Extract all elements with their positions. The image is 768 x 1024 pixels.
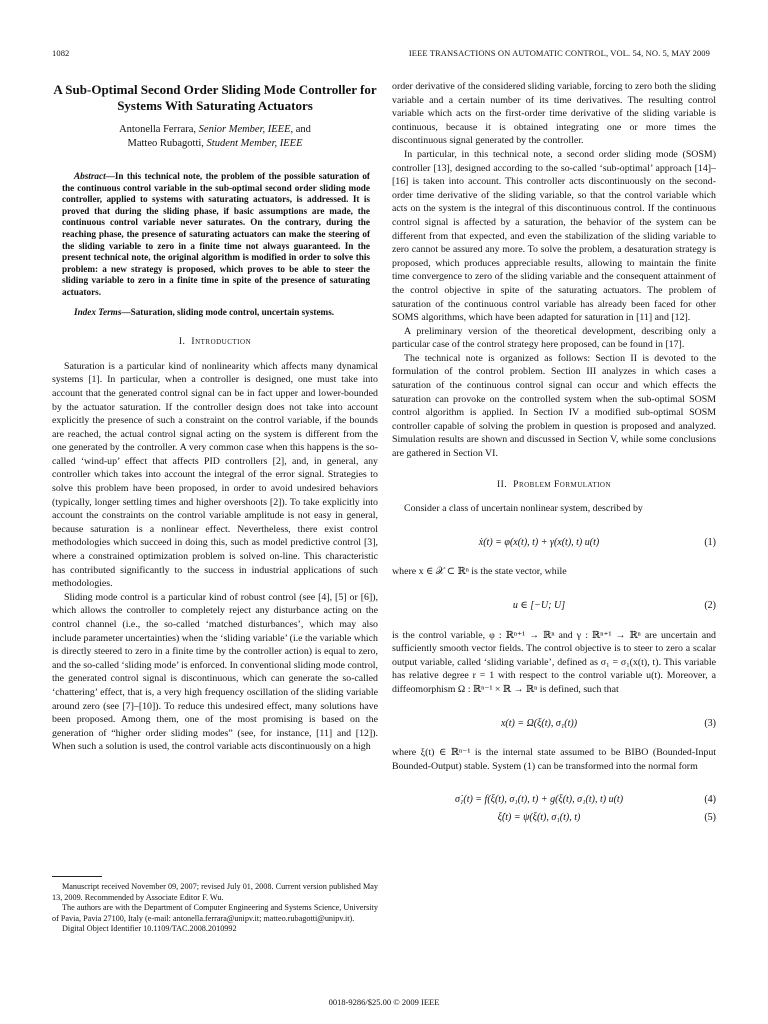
paragraph: order derivative of the considered sliding variable, forcing to zero both the sliding variable and a certain number of its time derivatives. The resulting control variable which acts on the first-order time derivative of the sliding variable is continuous, because it is obtained integrating one or more times the discontinuous signal generated by the controller. [392,81,716,147]
equation-number: (3) [704,717,716,729]
paragraph: where ξ(t) ∈ ℝⁿ⁻¹ is the internal state assumed to be BIBO (Bounded-Input Bounded-Output) stable. System (1) can be transformed into the normal form [392,747,716,772]
paragraph: where x ∈ 𝒳 ⊂ ℝⁿ is the state vector, while [392,566,567,578]
section-title: Introduction [191,337,252,348]
right-column [392,80,716,825]
equation [392,599,716,613]
section-number: II. [496,479,508,490]
equation-number: (2) [704,600,716,611]
paragraph: Saturation is a particular kind of nonlinearity which affects many dynamical systems [1]. In particular, when a controller is designed, one must take into account that the generated control signal can be in fact upper and lower-bounded by the actuator saturation. If the controller design does not take into account explicitly the presence of such a constraint on the control variable, if the bounds are reached, the actual control signal acting on the system is different from the one generated by the controller. A very common case when this happens is the so-called ‘wind-up’ effect that affects PID controllers [2], and, in general, any controller which takes into account the integral of the error signal. Strategies to solve this problem have been proposed, in order to avoid undesired behaviors (typically, longer settling times and higher overshoots [2]). To take explicitly into account the constraints on the control variable amplitude is not easy in general, because saturation is a nonlinear effect. Nevertheless, there exist control methodologies which succeed in doing this, such as model predictive control [3], where a constrained optimization problem is solved on-line. This characteristic has contributed significantly to the success in industrial applications of such methodologies. [52,360,378,590]
section-title: Problem Formulation [513,479,612,490]
equation-expression: ξ̇(t) = ψ(ξ(t), σ₁(t), t) [497,811,581,823]
paragraph: A preliminary version of the theoretical development, describing only a particular case of the control strategy here proposed, can be found in [17]. [392,325,716,351]
author-role: Student Member, IEEE [206,138,303,149]
paper-title: A Sub-Optimal Second Order Sliding Mode Controller for Systems With Saturating Actuators [53,82,377,113]
index-terms-text: —Saturation, sliding mode control, uncertain systems. [121,306,335,317]
equation [392,536,716,550]
footnote-rule [52,876,102,877]
author-block [52,123,378,151]
paragraph: Consider a class of uncertain nonlinear system, described by [404,503,643,515]
footnote-manuscript: Manuscript received November 09, 2007; revised July 01, 2008. Current version published May 13, 2009. Recommended by Associate Editor F. Wu. [52,882,378,902]
abstract-text: —In this technical note, the problem of the possible saturation of the continuous control variable in the sub-optimal second order sliding mode controller, applied to systems with saturating actuators, is addressed. It is proved that during the sliding phase, if basic assumptions are made, the continuous control variable never saturates. On the contrary, during the reaching phase, the presence of saturating actuators can make the steering of the sliding variable to zero in a finite time not always guaranteed. In the present technical note, the original algorithm is modified in order to solve this problem: a new strategy is proposed, which proves to be able to steer the sliding variable to zero in a finite time in spite of the presence of saturating actuators. [62,171,370,297]
journal-header: IEEE TRANSACTIONS ON AUTOMATIC CONTROL, VOL. 54, NO. 5, MAY 2009 [408,48,710,58]
paragraph: is the control variable, φ : ℝⁿ⁺¹ → ℝⁿ and γ : ℝⁿ⁺¹ → ℝⁿ are uncertain and sufficiently smooth vector fields. The control objective is to steer to zero a scalar output variable, called ‘sliding variable’, defined as σ₁ = σ₁(x(t), t). This variable has relative degree r = 1 with respect to the control variable u(t). Moreover, a diffeomorphism Ω : ℝⁿ⁻¹ × ℝ → ℝⁿ is defined, such that [392,629,716,695]
page-number: 1082 [52,48,70,58]
footnote [52,882,378,935]
equation-number: (5) [704,811,716,823]
equation [392,717,716,731]
paragraph: In particular, in this technical note, a second order sliding mode (SOSM) controller [13], designed according to the so-called ‘sub-optimal’ approach [14]–[16] is taken into account. This controller acts discontinuously on the second-order time derivative of the sliding variable, so that the control variable which acts on the system is the integral of this discontinuous control. If the continuous control signal is affected by a saturation, the behavior of the system can be different from that expected, and even the stabilization of the sliding variable to zero cannot be assured any more. To solve the problem, a desaturation strategy is proposed, which produces appreciable results, allowing to maintain the finite time convergence to zero of the sliding variable and the consequent attainment of the control objective in spite of the saturating actuators. The problem of saturation of the continuous control variable has already been faced for other SOMS algorithms, which have been adapted for saturation in [11] and [12]. [392,148,716,324]
left-column [52,80,378,754]
equation [392,793,716,807]
footnote-doi: Digital Object Identifier 10.1109/TAC.2008.2010992 [62,924,237,934]
index-terms-label: Index Terms [74,306,122,317]
section-number: I. [178,337,186,348]
equation-expression: ẋ(t) = φ(x(t), t) + γ(x(t), t) u(t) [478,536,600,548]
section-heading [392,479,716,493]
index-terms [62,307,370,319]
author-name: Antonella Ferrara, [119,124,199,135]
paragraph: Sliding mode control is a particular kind of robust control (see [4], [5] or [6]), which allows the controller to completely reject any disturbance acting on the control channel (i.e., the so-called ‘matched disturbances’, which may also include parameter uncertainties) when the ‘sliding variable’ (i.e the variable which is directly steered to zero in a finite time by the controller action) is equal to zero, and the so-called ‘sliding mode’ is enforced. In conventional sliding mode control, the generated control signal is discontinuous, which can generate the so-called ‘chattering’ effect, that is, a very high frequency oscillation of the sliding variable around zero (see [7]–[10]). To reduce this undesired effect, many solutions have been proposed. Among them, one of the most promising is based on the generation of “higher order sliding modes” (see, for instance, [11] and [12]). When such a solution is used, the control variable acts discontinuously on a high [52,591,378,753]
abstract-label: Abstract [74,171,106,181]
footnote-affiliation: The authors are with the Department of Computer Engineering and Systems Science, University of Pavia, Pavia 27100, Italy (e-mail: antonella.ferrara@unipv.it; matteo.rubagotti@unipv.it). [52,903,378,923]
abstract [62,171,370,299]
section-heading [52,336,378,350]
equation-expression: x(t) = Ω(ξ(t), σ₁(t)) [500,717,578,729]
copyright-line: 0018-9286/$25.00 © 2009 IEEE [328,997,440,1007]
equation-expression: u ∈ [−U; U] [512,600,566,611]
author-separator: , and [290,124,311,135]
equation [392,811,716,825]
author-name: Matteo Rubagotti, [127,138,207,149]
equation-number: (1) [704,536,716,548]
author-role: Senior Member, IEEE [198,124,291,135]
paragraph: The technical note is organized as follows: Section II is devoted to the formulation of the control problem. Section III analyzes in which cases a saturation of the continuous control signal can occur and which effects the saturation can provoke on the controlled system when the sub-optimal SOSM control algorithm is applied. In Section IV a modified sub-optimal SOSM controller capable of solving the problem in question is proposed and analyzed. Simulation results are shown and discussed in Section V, while some conclusions are gathered in Section VI. [392,352,716,460]
equation-expression: σ̇₁(t) = f(ξ(t), σ₁(t), t) + g(ξ(t), σ₁(t), t) u(t) [454,794,624,806]
equation-number: (4) [704,794,716,806]
